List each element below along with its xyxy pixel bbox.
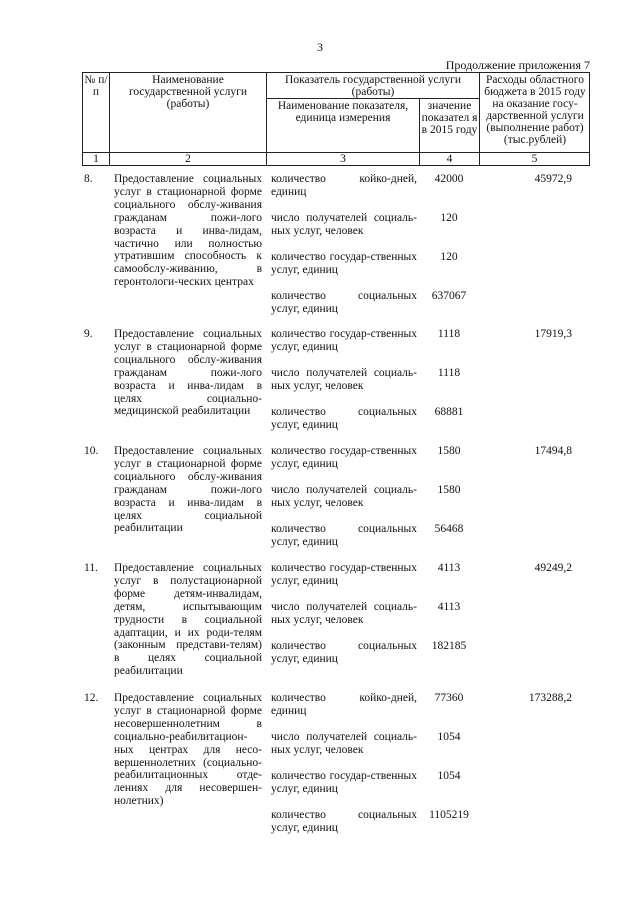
service-name: Предоставление социальных услуг в стационарной форме социального обслу-живания гражданам пожи-лого возраста и инва-лидам в целях социальной реабилитации — [114, 445, 262, 535]
table-left-border — [82, 72, 83, 166]
indicator-value: 120 — [440, 212, 458, 224]
column-numbers-bottom-border — [82, 165, 590, 166]
indicator-name: количество социальных услуг, единиц — [271, 640, 417, 665]
indicator-name: количество государ-ственных услуг, единиц — [271, 445, 417, 470]
indicator-name: количество социальных услуг, единиц — [271, 523, 417, 548]
row-number: 10. — [84, 445, 99, 457]
row-number: 8. — [84, 173, 93, 185]
expense-value: 173288,2 — [528, 692, 572, 704]
expense-value: 17919,3 — [534, 328, 572, 340]
header-num: № п/п — [84, 74, 108, 98]
page-number: 3 — [317, 40, 323, 54]
expense-value: 49249,2 — [534, 562, 572, 574]
indicator-value: 1054 — [437, 770, 461, 782]
indicator-name: количество государ-ственных услуг, единиц — [271, 328, 417, 353]
indicator-value: 120 — [440, 251, 458, 263]
indicator-value: 68881 — [434, 406, 464, 418]
indicator-name: число получателей социаль-ных услуг, человек — [271, 212, 417, 237]
indicator-value: 1118 — [437, 367, 461, 379]
column-number: 5 — [531, 153, 538, 165]
column-number: 1 — [93, 153, 99, 165]
row-number: 12. — [84, 692, 99, 704]
indicator-value: 182185 — [431, 640, 467, 652]
indicator-value: 4113 — [437, 601, 461, 613]
header-indicator-name: Наименование показателя, единица измерения — [277, 100, 409, 124]
indicator-name: число получателей социаль-ных услуг, человек — [271, 731, 417, 756]
header-indicator-group: Показатель государственной услуги (работы) — [285, 74, 461, 98]
indicator-name: число получателей социаль-ных услуг, человек — [271, 484, 417, 509]
col-divider-1 — [109, 72, 110, 166]
indicator-name: число получателей социаль-ных услуг, человек — [271, 367, 417, 392]
column-number: 2 — [185, 153, 191, 165]
indicator-name: количество социальных услуг, единиц — [271, 809, 417, 834]
service-name: Предоставление социальных услуг в стационарной форме социального обслу-живания гражданам пожи-лого возраста и инва-лидам, частично или полностью утратившим способность к самообслу-живанию, в геронтологи-ческих центрах — [114, 173, 262, 289]
continuation-label: Продолжение приложения 7 — [445, 58, 590, 72]
expense-value: 17494,8 — [534, 445, 572, 457]
column-number: 3 — [340, 153, 346, 165]
row-number: 9. — [84, 328, 93, 340]
col-divider-4 — [479, 72, 480, 166]
indicator-value: 1118 — [437, 328, 461, 340]
indicator-name: количество государ-ственных услуг, единиц — [271, 770, 417, 795]
header-subdivider — [266, 98, 479, 99]
indicator-value: 1580 — [437, 445, 461, 457]
service-name: Предоставление социальных услуг в стационарной форме социального обслу-живания гражданам пожи-лого возраста и инва-лидам в целях социально-медицинской реабилитации — [114, 328, 262, 418]
indicator-value: 4113 — [437, 562, 461, 574]
indicator-value: 77360 — [434, 692, 464, 704]
service-name: Предоставление социальных услуг в полустационарной форме детям-инвалидам, детям, испытывающим трудности в социальной адаптации, и их роди-телям (законным представи-телям) в целях социальной реабилитации — [114, 562, 262, 678]
table-right-border — [589, 72, 590, 166]
col-divider-2 — [266, 72, 267, 166]
column-number: 4 — [446, 153, 453, 165]
indicator-name: количество койко-дней, единиц — [271, 173, 417, 198]
indicator-value: 1580 — [437, 484, 461, 496]
table-top-border — [82, 72, 590, 73]
expense-value: 45972,9 — [534, 173, 572, 185]
indicator-name: количество государ-ственных услуг, единиц — [271, 251, 417, 276]
indicator-name: количество социальных услуг, единиц — [271, 406, 417, 431]
indicator-value: 56468 — [434, 523, 464, 535]
indicator-name: количество социальных услуг, единиц — [271, 290, 417, 315]
indicator-name: число получателей социаль-ных услуг, человек — [271, 601, 417, 626]
indicator-value: 1105219 — [429, 809, 469, 821]
indicator-value: 1054 — [437, 731, 461, 743]
indicator-value: 42000 — [434, 173, 464, 185]
row-number: 11. — [84, 562, 98, 574]
indicator-name: количество койко-дней, единиц — [271, 692, 417, 717]
header-service-name: Наименование государственной услуги (работы) — [128, 74, 248, 110]
indicator-name: количество государ-ственных услуг, единиц — [271, 562, 417, 587]
header-indicator-value: значение показател я в 2015 году — [421, 100, 478, 136]
indicator-value: 637067 — [431, 290, 467, 302]
service-name: Предоставление социальных услуг в стационарной форме несовершеннолетним в социально-реабилитацион-ных центрах для несо-вершеннолетних (социально-реабилитационных отде-лениях для несовершен-нолетних) — [114, 692, 262, 808]
header-expenses: Расходы областного бюджета в 2015 году на оказание госу-дарственной услуги (выполнение работ) (тыс.рублей) — [484, 74, 586, 146]
